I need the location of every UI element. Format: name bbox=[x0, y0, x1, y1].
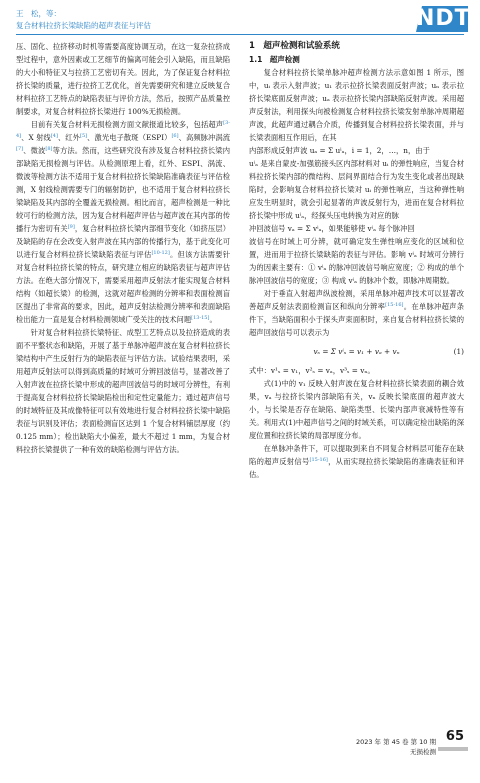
header-rule bbox=[16, 34, 464, 35]
citation[interactable]: [3-4] bbox=[16, 120, 230, 139]
summation: Σ vⁱₐ bbox=[305, 224, 322, 233]
page-number: 65 bbox=[445, 729, 464, 744]
citation[interactable]: [8] bbox=[45, 146, 53, 152]
citation[interactable]: [9] bbox=[67, 224, 75, 230]
section-heading: 1 超声检测和试验系统 bbox=[249, 41, 340, 51]
paragraph-r2: 内部形成反射声波 uₐ = Σ uⁱₐ，i = 1，2，…，n，由于 bbox=[249, 146, 430, 155]
running-header-authors: 王 松，等： bbox=[16, 9, 61, 18]
paragraph-1: 压、固化、拉挤移动时机等需要高度协调互动，在这一复杂拉挤成型过程中，意外因素或工艺细节的偏离可能会引入缺陷，而且缺陷的大小和特征又与拉挤工艺密切有关。因此，为了保证复合材料拉挤长梁的质量，进行拉挤工艺优化，首先需要研究和建立反映复合材料拉挤工艺特点的缺陷表征与评价方法，然后，按照产品质量控制要求，对复合材料拉挤长梁进行 100%无损检测。 bbox=[16, 42, 230, 116]
citation[interactable]: [7] bbox=[16, 146, 24, 152]
paragraph-r7: 式中：v¹ₛ = v₁，v²ₛ = vₐ，v³ₛ = vₙ。 bbox=[249, 366, 375, 375]
paragraph-r5: 波信号在时域上可分辨，就可确定发生弹性响应变化的区域和位置，进而用于拉挤长梁缺陷的表征与评估。影响 vⁱₐ 时域可分辨行为的因素主要有：① vⁱₐ 的脉冲回波信号响应宽度；② 构成的单个脉冲回波信号的宽度；③ 构成 vⁱₐ 的脉冲个数，即脉冲周期数。 bbox=[249, 237, 464, 285]
footer-journal-name: 无损检测 bbox=[410, 748, 436, 756]
citation[interactable]: [13-15] bbox=[191, 315, 210, 321]
paragraph-r6: 对于垂直入射超声纵波检测，采用单脉冲超声技术可以显著改善超声反射法表面检测盲区和纵向分辨率[15-16]。在单脉冲超声条件下，当缺陷面积小于探头声束面积时，来自复合材料拉挤长梁的超声回波信号可以表示为 bbox=[249, 289, 464, 337]
citation[interactable]: [15-16] bbox=[385, 302, 404, 308]
right-column bbox=[249, 40, 464, 481]
equation-body: vₛ = Σ vⁱₛ = v₁ + vₐ + vₙ bbox=[313, 347, 400, 356]
footer-issue: 2023 年 第 45 卷 第 10 期 bbox=[355, 738, 436, 746]
citation[interactable]: [4] bbox=[50, 133, 58, 139]
footer-bar bbox=[438, 747, 468, 751]
equation-number: (1) bbox=[453, 347, 464, 356]
summation: Σ uⁱₐ bbox=[327, 146, 345, 155]
subsection-heading: 1.1 超声检测 bbox=[249, 55, 300, 64]
citation[interactable]: [15-16] bbox=[309, 457, 328, 463]
paragraph-2: 目前有关复合材料无损检测方面文献报道比较多，包括超声[3-4]、X 射线[4]、红外[5]、激光电子散斑（ESPI）[6]、高频脉冲涡流[7]、微波[8]等方法。然而，这些研究没有涉及复合材料拉挤长梁内部缺陷无损检测与评估。从检测原理上看，红外、ESPI、涡流、微波等检测方法不适用于复合材料拉挤长梁缺陷准确表征与评估检测，X 射线检测需要专门的辐射防护，也不适用于复合材料拉挤长梁缺陷及其内部的全覆盖无损检测。相比而言，超声检测是一种比较可行的检测方法，因为复合材料超声评估与超声波在其内部的传播行为密切有关[9]，复合材料拉挤长梁内部细节变化（如挤压层）及缺陷的存在会改变入射声波在其内部的传播行为，基于此变化可以进行复合材料拉挤长梁缺陷表征与评估[10-12]。但该方法需要针对复合材料拉挤长梁的特点，研究建立相应的缺陷表征与超声评估方法。在绝大部分情况下，需要采用超声反射法才能实现复合材料结构（如超长梁）的检测，这就对超声检测的分辨率和表面检测盲区提出了非常高的要求，因此，超声反射法检测分辨率和表面缺陷检出能力一直是复合材料检测领域广受关注的技术问题[13-15]。 bbox=[16, 120, 231, 324]
citation[interactable]: [5] bbox=[80, 133, 88, 139]
paragraph-r4: 冲回波信号 vₐ = Σ vⁱₐ，如果能够使 vⁱₐ 每个脉冲回 bbox=[249, 224, 415, 233]
paragraph-r1: 复合材料拉挤长梁单脉冲超声检测方法示意如图 1 所示，图中，uᵢ 表示入射声波；u₁ 表示拉挤长梁表面反射声波；uₙ 表示拉挤长梁底面反射声波；uₐ 表示拉挤长梁内部缺陷反射声波。采用超声反射法，利用探头向被检测复合材料拉挤长梁发射单脉冲周期超声波，此超声通过耦合介质，传播到复合材料拉挤长梁表面，并与长梁表面相互作用后，在其 bbox=[249, 68, 464, 142]
journal-logo bbox=[416, 6, 471, 32]
paragraph-r3: uⁱₐ 是来自蒙皮-加强筋接头区内部材料对 uᵢ 的弹性响应，当复合材料拉挤长梁内部的微结构、层间界面结合行为发生变化或者出现缺陷时，会影响复合材料拉挤长梁对 uᵢ 的弹性响应，当这种弹性响应发生明显时，就会引起显著的声波反射行为，进而在复合材料拉挤长梁中形成 uⁱₐ，经探头压电转换为对应的脉 bbox=[249, 159, 464, 220]
footer-journal-info bbox=[356, 737, 436, 757]
paragraph-r8: 式(1)中的 v₁ 反映入射声波在复合材料拉挤长梁表面的耦合效果，vₐ 与拉挤长梁内部缺陷有关，vₙ 反映长梁底面的超声波大小，与长梁是否存在缺陷、缺陷类型、长梁内部声衰减特性等有关。利用式(1)中超声信号之间的时域关系，可以确定检出缺陷的深度位置和拉挤长梁的局部厚度分布。 bbox=[249, 379, 464, 440]
equation-1 bbox=[249, 345, 464, 358]
paragraph-r9: 在单脉冲条件下，可以提取到来自不同复合材料层可能存在缺陷的超声反射信号[15-16]，从而实现拉挤长梁缺陷的准确表征和评估。 bbox=[249, 444, 464, 479]
running-header-title: 复合材料拉挤长梁缺陷的超声表征与评估 bbox=[16, 21, 151, 30]
citation[interactable]: [10-12] bbox=[151, 250, 170, 256]
citation[interactable]: [6] bbox=[171, 133, 179, 139]
left-column bbox=[16, 40, 230, 456]
logo-text: NDT bbox=[416, 6, 471, 31]
paragraph-3: 针对复合材料拉挤长梁特征、成型工艺特点以及拉挤造成的表面不平整状态和缺陷，开展了基于单脉冲超声波在复合材料拉挤长梁结构中产生反射行为的缺陷表征与评估方法。试验结果表明，采用超声反射法可以得到高质量的时域可分辨回波信号，显著改善了入射声波在拉挤长梁中形成的超声回波信号的时域可分辨性，有利于提高复合材料拉挤长梁缺陷检出和定性定量能力；通过超声信号的时域特征及其成像特征可以有效地进行复合材料拉挤长梁中缺陷表征与识别及评估；表面检测盲区达到 1 个复合材料铺层厚度（约 0.125 mm）；检出缺陷大小偏差，最大不超过 1 mm，为复合材料拉挤长梁提供了一种有效的缺陷检测与评估方法。 bbox=[16, 328, 230, 454]
